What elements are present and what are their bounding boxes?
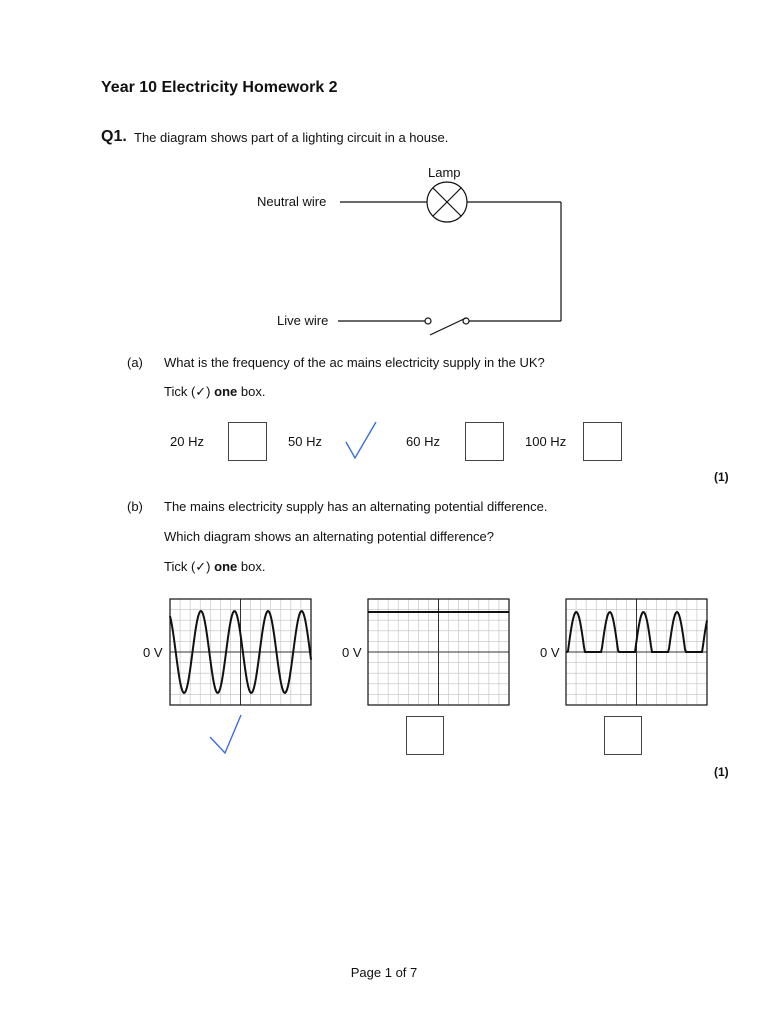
graph-3-axis-label: 0 V	[540, 645, 560, 660]
page-footer: Page 1 of 7	[350, 965, 418, 980]
part-a-marks: (1)	[714, 470, 729, 484]
graph-half-wave	[566, 599, 707, 705]
document-title: Year 10 Electricity Homework 2	[101, 79, 338, 96]
graph-3-checkbox[interactable]	[604, 716, 642, 755]
part-a-instruction: Tick (✓) one box.	[164, 384, 266, 399]
tick-mark-icon	[206, 712, 246, 756]
question-number: Q1.	[101, 128, 127, 145]
neutral-wire-label: Neutral wire	[257, 194, 327, 209]
part-a-question: What is the frequency of the ac mains electricity supply in the UK?	[164, 355, 545, 370]
part-b-instruction: Tick (✓) one box.	[164, 559, 266, 574]
graph-direct-constant	[368, 599, 509, 705]
part-b-label: (b)	[127, 499, 143, 514]
option-100hz-checkbox[interactable]	[583, 422, 622, 461]
graph-2-checkbox[interactable]	[406, 716, 444, 755]
option-20hz-label: 20 Hz	[170, 434, 204, 449]
option-100hz-label: 100 Hz	[525, 434, 567, 449]
option-60hz-checkbox[interactable]	[465, 422, 504, 461]
question-intro: The diagram shows part of a lighting circuit in a house.	[134, 130, 449, 145]
switch-lever	[430, 318, 466, 335]
option-50hz-label: 50 Hz	[288, 434, 322, 449]
lamp-label: Lamp	[428, 165, 461, 180]
graph-1-axis-label: 0 V	[143, 645, 163, 660]
graph-1-checkbox[interactable]	[206, 712, 246, 756]
live-wire-label: Live wire	[277, 313, 329, 328]
option-20hz-checkbox[interactable]	[228, 422, 267, 461]
part-b-marks: (1)	[714, 765, 729, 779]
part-a-label: (a)	[127, 355, 143, 370]
part-b-statement: The mains electricity supply has an alternating potential difference.	[164, 499, 548, 514]
part-b-question: Which diagram shows an alternating potential difference?	[164, 529, 495, 544]
tick-mark-icon	[340, 420, 384, 462]
option-60hz-label: 60 Hz	[406, 434, 440, 449]
option-50hz-checkbox[interactable]	[340, 420, 384, 462]
graph-2-axis-label: 0 V	[342, 645, 362, 660]
graph-alternating-sine	[170, 599, 311, 705]
